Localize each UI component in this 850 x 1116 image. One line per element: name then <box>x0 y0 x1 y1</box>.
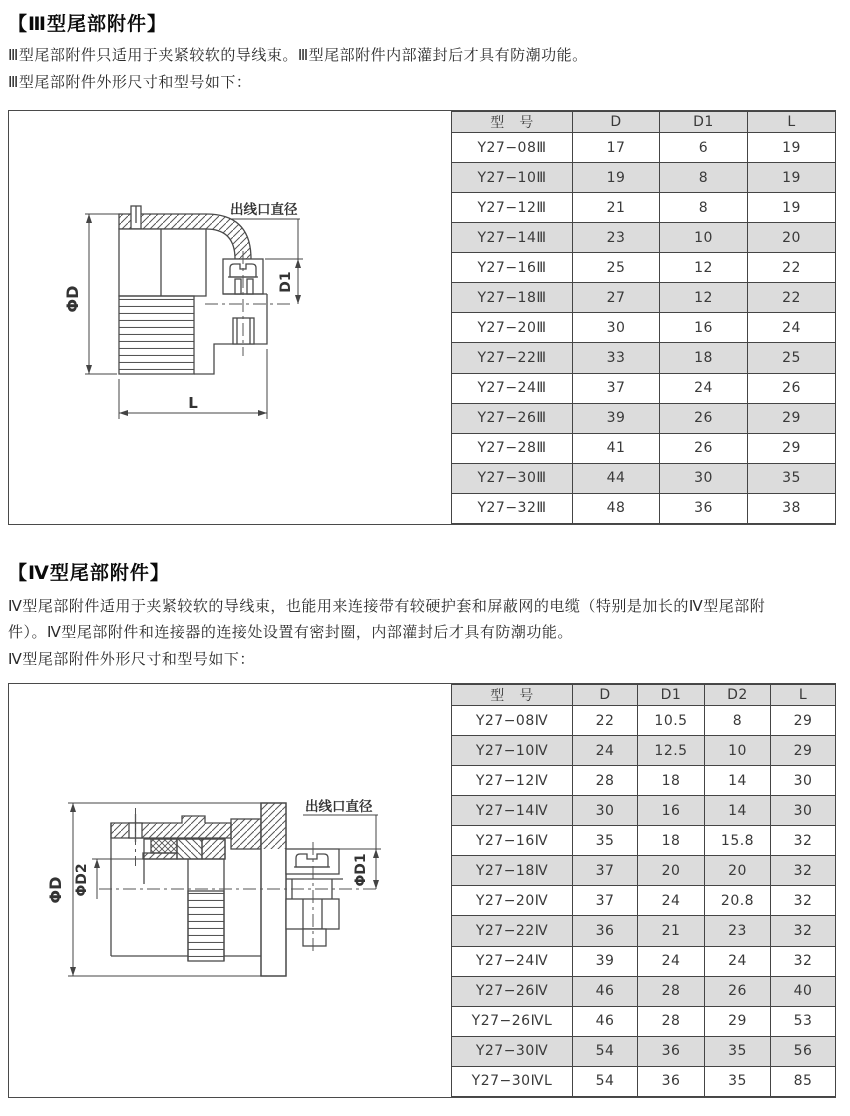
outlet-diameter-label: 出线口直径 <box>305 799 373 815</box>
table-cell: 20.8 <box>705 886 771 916</box>
table-cell: 15.8 <box>705 826 771 856</box>
table-cell: Y27−26Ⅳ <box>452 976 573 1006</box>
table-cell: Y27−32Ⅲ <box>452 493 573 523</box>
table-cell: 29 <box>705 1006 771 1036</box>
table-cell: 21 <box>573 193 660 223</box>
section-heading-type4: 【Ⅳ型尾部附件】 <box>8 562 170 584</box>
table-cell: Y27−08Ⅳ <box>452 706 573 736</box>
table-cell: 35 <box>705 1036 771 1066</box>
table-row <box>452 253 836 283</box>
dim-label-phi-d2: ΦD2 <box>74 863 90 897</box>
paragraph-line: Ⅲ型尾部附件只适用于夹紧较软的导线束。Ⅲ型尾部附件内部灌封后才具有防潮功能。 <box>8 46 588 64</box>
paragraph-line: Ⅲ型尾部附件外形尺寸和型号如下： <box>8 73 252 91</box>
table-cell: 37 <box>573 373 660 403</box>
table-row <box>452 826 836 856</box>
table-row <box>452 343 836 373</box>
dim-label-d1: D1 <box>278 271 294 293</box>
table-cell: 28 <box>638 976 705 1006</box>
table-cell: 20 <box>638 856 705 886</box>
table-cell: Y27−16Ⅳ <box>452 826 573 856</box>
table-row <box>452 223 836 253</box>
table-cell: 56 <box>771 1036 836 1066</box>
table-cell: 54 <box>573 1066 638 1096</box>
table-cell: Y27−08Ⅲ <box>452 133 573 163</box>
table-cell: 19 <box>573 163 660 193</box>
table-header-row <box>452 112 836 133</box>
table-cell: 30 <box>573 313 660 343</box>
table-cell: 29 <box>748 433 836 463</box>
table-cell: 19 <box>748 133 836 163</box>
table-row <box>452 373 836 403</box>
type4-technical-drawing <box>9 684 449 1096</box>
column-header: D <box>573 112 660 133</box>
table-row <box>452 433 836 463</box>
table-cell: 35 <box>748 463 836 493</box>
table-cell: 37 <box>573 886 638 916</box>
table-cell: Y27−26Ⅲ <box>452 403 573 433</box>
column-header: D1 <box>638 685 705 706</box>
column-header: L <box>748 112 836 133</box>
table-row <box>452 856 836 886</box>
column-header: D <box>573 685 638 706</box>
table-cell: 32 <box>771 826 836 856</box>
table-row <box>452 766 836 796</box>
dim-label-phi-d1: ΦD1 <box>353 853 369 887</box>
table-cell: 24 <box>638 946 705 976</box>
table-cell: 32 <box>771 886 836 916</box>
table-row <box>452 313 836 343</box>
table-cell: 41 <box>573 433 660 463</box>
section-heading-type3: 【Ⅲ型尾部附件】 <box>8 13 167 35</box>
table-cell: Y27−12Ⅲ <box>452 193 573 223</box>
table-cell: 8 <box>705 706 771 736</box>
column-header: D1 <box>660 112 748 133</box>
table-cell: 46 <box>573 1006 638 1036</box>
table-cell: 17 <box>573 133 660 163</box>
column-header: 型 号 <box>452 685 573 706</box>
table-cell: 8 <box>660 163 748 193</box>
table-cell: 36 <box>660 493 748 523</box>
table-row <box>452 1036 836 1066</box>
table-cell: 32 <box>771 856 836 886</box>
table-cell: 23 <box>573 223 660 253</box>
type4-table-container <box>451 684 835 1097</box>
column-header: L <box>771 685 836 706</box>
table-cell: 10 <box>660 223 748 253</box>
table-cell: Y27−12Ⅳ <box>452 766 573 796</box>
table-cell: 30 <box>771 766 836 796</box>
table-cell: Y27−24Ⅲ <box>452 373 573 403</box>
type3-panel <box>8 110 836 525</box>
table-cell: 53 <box>771 1006 836 1036</box>
table-cell: 22 <box>748 253 836 283</box>
table-cell: Y27−22Ⅲ <box>452 343 573 373</box>
table-cell: 19 <box>748 193 836 223</box>
table-row <box>452 403 836 433</box>
table-cell: 21 <box>638 916 705 946</box>
table-cell: 30 <box>771 796 836 826</box>
table-cell: 27 <box>573 283 660 313</box>
dim-label-length: L <box>188 394 198 412</box>
type3-technical-drawing <box>9 111 449 523</box>
table-cell: 36 <box>638 1036 705 1066</box>
table-row <box>452 283 836 313</box>
table-cell: 36 <box>638 1066 705 1096</box>
table-cell: 10 <box>705 736 771 766</box>
table-cell: 46 <box>573 976 638 1006</box>
table-cell: 28 <box>573 766 638 796</box>
table-cell: Y27−14Ⅳ <box>452 796 573 826</box>
table-cell: 6 <box>660 133 748 163</box>
outlet-diameter-label: 出线口直径 <box>230 202 298 218</box>
table-cell: 36 <box>573 916 638 946</box>
type4-panel <box>8 683 836 1098</box>
table-cell: 29 <box>771 706 836 736</box>
table-cell: Y27−30ⅣL <box>452 1066 573 1096</box>
table-cell: 20 <box>705 856 771 886</box>
table-cell: 35 <box>705 1066 771 1096</box>
table-cell: Y27−22Ⅳ <box>452 916 573 946</box>
table-row <box>452 493 836 523</box>
table-cell: 29 <box>748 403 836 433</box>
dim-label-phi-d: ΦD <box>63 285 82 313</box>
table-row <box>452 163 836 193</box>
table-cell: Y27−20Ⅲ <box>452 313 573 343</box>
table-cell: 38 <box>748 493 836 523</box>
table-cell: 22 <box>748 283 836 313</box>
paragraph-line: Ⅳ型尾部附件外形尺寸和型号如下： <box>8 650 255 668</box>
table-cell: Y27−26ⅣL <box>452 1006 573 1036</box>
type4-dimensions-table <box>451 684 836 1097</box>
table-row <box>452 916 836 946</box>
table-cell: 35 <box>573 826 638 856</box>
table-cell: 12.5 <box>638 736 705 766</box>
paragraph-line: Ⅳ型尾部附件适用于夹紧较软的导线束，也能用来连接带有较硬护套和屏蔽网的电缆（特别是加长的Ⅳ型尾部附 <box>8 597 766 615</box>
table-cell: 28 <box>638 1006 705 1036</box>
table-cell: 32 <box>771 946 836 976</box>
table-row <box>452 976 836 1006</box>
table-cell: 30 <box>573 796 638 826</box>
table-cell: 24 <box>660 373 748 403</box>
table-cell: Y27−24Ⅳ <box>452 946 573 976</box>
table-cell: 24 <box>705 946 771 976</box>
table-cell: 26 <box>660 433 748 463</box>
table-cell: 37 <box>573 856 638 886</box>
table-cell: 32 <box>771 916 836 946</box>
table-row <box>452 886 836 916</box>
table-row <box>452 946 836 976</box>
table-cell: 24 <box>573 736 638 766</box>
table-cell: 12 <box>660 253 748 283</box>
table-cell: 16 <box>638 796 705 826</box>
table-cell: 40 <box>771 976 836 1006</box>
table-cell: 26 <box>705 976 771 1006</box>
table-row <box>452 1066 836 1096</box>
table-cell: 44 <box>573 463 660 493</box>
dim-label-phi-d: ΦD <box>46 876 65 904</box>
table-cell: 39 <box>573 403 660 433</box>
table-row <box>452 193 836 223</box>
column-header: 型 号 <box>452 112 573 133</box>
table-cell: 22 <box>573 706 638 736</box>
table-cell: 30 <box>660 463 748 493</box>
table-row <box>452 736 836 766</box>
table-row <box>452 463 836 493</box>
table-cell: 54 <box>573 1036 638 1066</box>
table-cell: Y27−30Ⅳ <box>452 1036 573 1066</box>
table-cell: Y27−10Ⅳ <box>452 736 573 766</box>
table-cell: Y27−18Ⅳ <box>452 856 573 886</box>
table-cell: 85 <box>771 1066 836 1096</box>
table-cell: 26 <box>748 373 836 403</box>
body-outline <box>119 206 267 374</box>
table-cell: 16 <box>660 313 748 343</box>
type3-dimensions-table <box>451 111 836 524</box>
table-cell: Y27−14Ⅲ <box>452 223 573 253</box>
table-row <box>452 796 836 826</box>
table-cell: 8 <box>660 193 748 223</box>
table-row <box>452 1006 836 1036</box>
table-cell: 23 <box>705 916 771 946</box>
table-cell: Y27−30Ⅲ <box>452 463 573 493</box>
table-cell: 18 <box>660 343 748 373</box>
table-cell: 48 <box>573 493 660 523</box>
table-cell: 10.5 <box>638 706 705 736</box>
table-cell: Y27−18Ⅲ <box>452 283 573 313</box>
table-cell: 39 <box>573 946 638 976</box>
table-header-row <box>452 685 836 706</box>
table-cell: 24 <box>638 886 705 916</box>
table-cell: 12 <box>660 283 748 313</box>
table-cell: 18 <box>638 826 705 856</box>
type3-table-container <box>451 111 835 524</box>
table-cell: 24 <box>748 313 836 343</box>
table-cell: Y27−28Ⅲ <box>452 433 573 463</box>
table-cell: 19 <box>748 163 836 193</box>
table-cell: 20 <box>748 223 836 253</box>
table-row <box>452 133 836 163</box>
table-cell: 26 <box>660 403 748 433</box>
table-row <box>452 706 836 736</box>
table-cell: 18 <box>638 766 705 796</box>
table-cell: Y27−16Ⅲ <box>452 253 573 283</box>
table-cell: 14 <box>705 796 771 826</box>
table-cell: 33 <box>573 343 660 373</box>
table-cell: Y27−10Ⅲ <box>452 163 573 193</box>
table-cell: 25 <box>573 253 660 283</box>
paragraph-line: 件）。Ⅳ型尾部附件和连接器的连接处设置有密封圈，内部灌封后才具有防潮功能。 <box>8 623 573 641</box>
table-cell: 14 <box>705 766 771 796</box>
table-cell: Y27−20Ⅳ <box>452 886 573 916</box>
table-cell: 29 <box>771 736 836 766</box>
column-header: D2 <box>705 685 771 706</box>
table-cell: 25 <box>748 343 836 373</box>
